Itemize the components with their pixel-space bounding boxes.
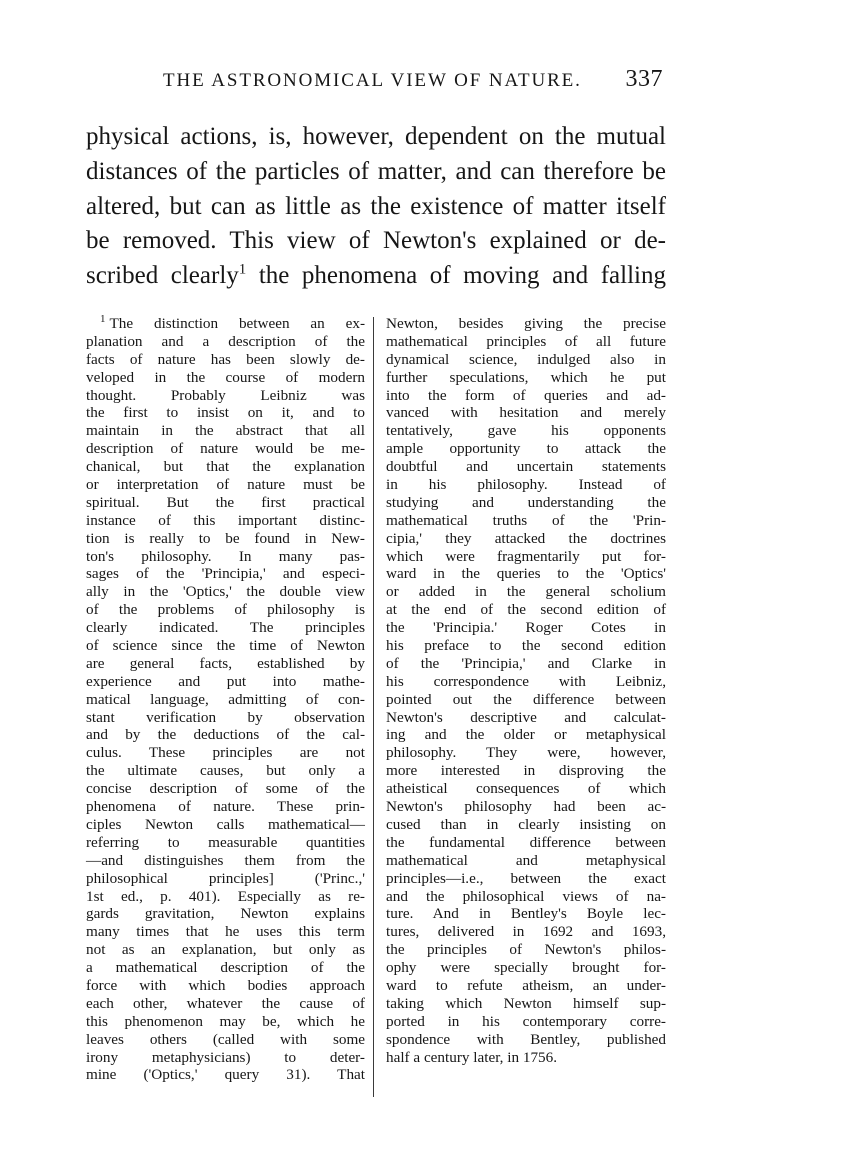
footnote-line: chanical, but that the explanation (86, 458, 365, 476)
footnote-line: the 'Principia.' Roger Cotes in (386, 619, 666, 637)
footnote-line: mine ('Optics,' query 31). That (86, 1066, 365, 1084)
footnote-line: ing and the older or metaphysical (386, 726, 666, 744)
footnote-line: dynamical science, indulged also in (386, 350, 666, 368)
footnote-line: planation and a description of the (86, 332, 365, 350)
body-line-start: scribed clearly (86, 262, 239, 290)
footnote-line: ported in his contemporary corre- (386, 1012, 666, 1030)
footnote-line: force with which bodies approach (86, 976, 365, 994)
footnote-marker: 1 (100, 312, 106, 325)
footnote-line: cipia,' they attacked the doctrines (386, 529, 666, 547)
body-line: physical actions, is, however, dependent on the mutual (86, 123, 666, 150)
footnote-line: his correspondence with Leibniz, (386, 672, 666, 690)
footnote-line: ward to refute atheism, an under- (386, 976, 666, 994)
footnote-line: thought. Probably Leibniz was (86, 386, 365, 404)
footnote-line: further speculations, which he put (386, 368, 666, 386)
footnote-line: mathematical and metaphysical (386, 851, 666, 869)
page-number: 337 (625, 66, 663, 92)
footnote-line: this phenomenon may be, which he (86, 1012, 365, 1030)
footnote-line: ophy were specially brought for- (386, 959, 666, 977)
footnote-line: vanced with hesitation and merely (386, 404, 666, 422)
footnote-line: of the 'Principia,' and Clarke in (386, 654, 666, 672)
running-head (163, 66, 663, 96)
footnote-column-right (386, 315, 666, 1066)
body-line-end: the phenomena of moving and falling (246, 262, 666, 290)
body-line: be removed. This view of Newton's explained or de- (86, 227, 666, 255)
footnote-line: or added in the general scholium (386, 583, 666, 601)
footnote-line: the fundamental difference between (386, 833, 666, 851)
footnote-line: instance of this important distinc- (86, 511, 365, 529)
footnote-line: tion is really to be found in New- (86, 529, 365, 547)
footnote-line: concise description of some of the (86, 780, 365, 798)
footnote-line: —and distinguishes them from the (86, 851, 365, 869)
footnote-line: which were fragmentarily put for- (386, 547, 666, 565)
footnote-line: half a century later, in 1756. (386, 1048, 558, 1066)
footnote-line: more interested in disproving the (386, 762, 666, 780)
footnote-line: pointed out the difference between (386, 690, 666, 708)
footnote-line: leaves others (called with some (86, 1030, 365, 1048)
footnote-line: spiritual. But the first practical (86, 493, 365, 511)
footnote-line-text: The distinction between an ex- (109, 315, 365, 332)
footnote-line: the ultimate causes, but only a (86, 762, 365, 780)
footnote-column-left (86, 312, 365, 1084)
footnote-line: ample opportunity to attack the (386, 440, 666, 458)
footnote-line: ture. And in Bentley's Boyle lec- (386, 905, 666, 923)
footnote-line: of the problems of philosophy is (86, 601, 365, 619)
footnote-line: spondence with Bentley, published (386, 1030, 666, 1048)
footnote-line: mathematical principles of all future (386, 332, 666, 350)
footnote-line: principles—i.e., between the exact (386, 869, 666, 887)
footnote-line: matical language, admitting of con- (86, 690, 365, 708)
body-line: distances of the particles of matter, and can therefore be (86, 157, 666, 185)
footnote-line: and by the deductions of the cal- (86, 726, 365, 744)
footnote-line (86, 312, 365, 333)
footnote-line: of science since the time of Newton (86, 637, 365, 655)
footnote-line: stant verification by observation (86, 708, 365, 726)
footnote-line: facts of nature has been slowly de- (86, 350, 365, 368)
footnote-line: at the end of the second edition of (386, 601, 666, 619)
footnote-line: sages of the 'Principia,' and especi- (86, 565, 365, 583)
body-line (86, 259, 666, 294)
footnote-line: the first to insist on it, and to (86, 404, 365, 422)
footnote-line: culus. These principles are not (86, 744, 365, 762)
footnote-line: clearly indicated. The principles (86, 619, 365, 637)
footnote-line: and the philosophical views of na- (386, 887, 666, 905)
footnote-line: mathematical truths of the 'Prin- (386, 511, 666, 529)
footnote-line: each other, whatever the cause of (86, 994, 365, 1012)
footnote-line: in his philosophy. Instead of (386, 476, 666, 494)
footnote-line: ton's philosophy. In many pas- (86, 547, 365, 565)
footnote-line: taking which Newton himself sup- (386, 994, 666, 1012)
footnote-line: atheistical consequences of which (386, 780, 666, 798)
body-line: altered, but can as little as the existence of matter itself (86, 192, 666, 220)
footnote-line: referring to measurable quantities (86, 833, 365, 851)
footnote-line: description of nature would be me- (86, 440, 365, 458)
footnote-line: maintain in the abstract that all (86, 422, 365, 440)
footnote-line: studying and understanding the (386, 493, 666, 511)
footnote-line: are general facts, established by (86, 654, 365, 672)
footnote-line: cused than in clearly insisting on (386, 815, 666, 833)
column-divider (373, 317, 374, 1097)
footnote-line: many times that he uses this term (86, 923, 365, 941)
footnote-block (86, 312, 666, 1085)
footnote-line: veloped in the course of modern (86, 368, 365, 386)
footnote-line: Newton's descriptive and calculat- (386, 708, 666, 726)
footnote-line: phenomena of nature. These prin- (86, 798, 365, 816)
footnote-line: tentatively, gave his opponents (386, 422, 666, 440)
running-title: THE ASTRONOMICAL VIEW OF NATURE. (163, 70, 582, 91)
footnote-line: his preface to the second edition (386, 637, 666, 655)
footnote-line: the principles of Newton's philos- (386, 941, 666, 959)
footnote-line: 1st ed., p. 401). Especially as re- (86, 887, 365, 905)
footnote-reference: 1 (238, 261, 247, 278)
footnote-line: experience and put into mathe- (86, 672, 365, 690)
footnote-line: philosophy. They were, however, (386, 744, 666, 762)
footnote-line: irony metaphysicians) to deter- (86, 1048, 365, 1066)
footnote-line: doubtful and uncertain statements (386, 458, 666, 476)
footnote-line: ciples Newton calls mathematical— (86, 815, 365, 833)
body-paragraph (86, 120, 666, 294)
footnote-line: into the form of queries and ad- (386, 386, 666, 404)
footnote-line: philosophical principles] ('Princ.,' (86, 869, 365, 887)
footnote-line: tures, delivered in 1692 and 1693, (386, 923, 666, 941)
footnote-line: ward in the queries to the 'Optics' (386, 565, 666, 583)
footnote-line: Newton's philosophy had been ac- (386, 798, 666, 816)
footnote-line: a mathematical description of the (86, 959, 365, 977)
footnote-line: gards gravitation, Newton explains (86, 905, 365, 923)
footnote-line: Newton, besides giving the precise (386, 315, 666, 332)
footnote-line: not as an explanation, but only as (86, 941, 365, 959)
footnote-line: ally in the 'Optics,' the double view (86, 583, 365, 601)
footnote-line: or interpretation of nature must be (86, 476, 365, 494)
